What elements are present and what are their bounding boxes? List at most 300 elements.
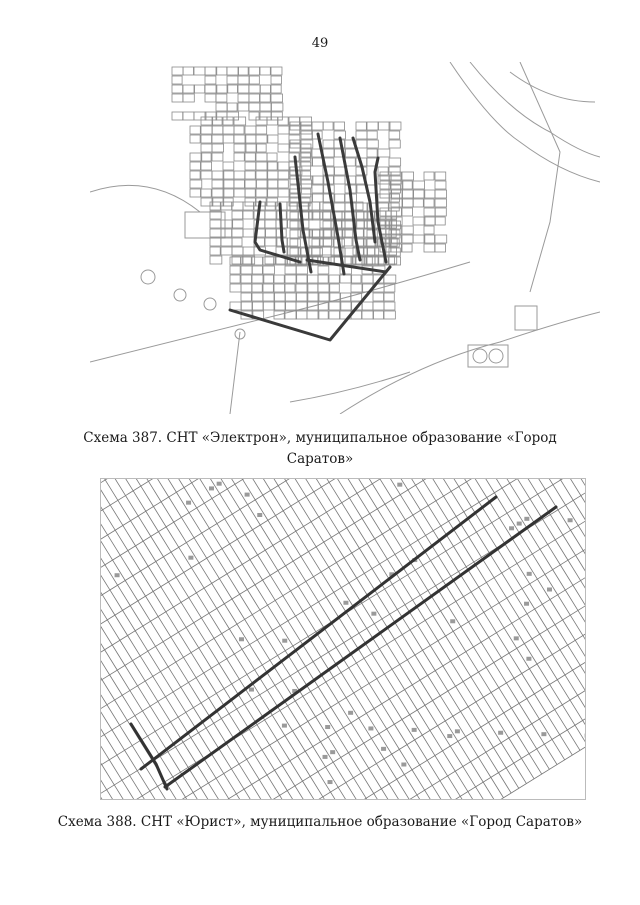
lot-line	[244, 789, 257, 800]
lot-line	[203, 758, 216, 778]
garden-plot	[260, 103, 271, 111]
garden-plot	[216, 67, 227, 75]
lot-line	[214, 723, 227, 743]
garden-plot	[201, 144, 212, 152]
lot-line	[361, 688, 374, 708]
lot-line	[576, 555, 586, 575]
garden-plot	[267, 153, 277, 161]
lot-line	[110, 590, 123, 610]
garden-plot	[227, 67, 239, 75]
lot-line	[207, 478, 220, 494]
lot-line	[257, 725, 270, 745]
lot-line	[141, 486, 154, 506]
lot-line	[229, 714, 242, 734]
lot-line	[524, 729, 537, 749]
garden-plot	[227, 76, 238, 84]
lot-line	[130, 691, 143, 711]
street-line	[100, 478, 586, 800]
garden-plot	[271, 67, 282, 75]
lot-line	[240, 594, 253, 614]
lot-line	[309, 478, 322, 487]
map-snt-yurist	[100, 478, 586, 800]
lot-line	[509, 568, 522, 588]
lot-line	[529, 754, 542, 774]
garden-plot	[172, 76, 182, 84]
lot-line	[450, 746, 463, 766]
lot-line	[163, 557, 176, 577]
lot-line	[193, 793, 206, 800]
lot-line	[263, 495, 276, 515]
lot-line	[532, 639, 545, 659]
lot-line	[440, 696, 453, 716]
garden-plot	[201, 117, 213, 125]
garden-plot	[334, 122, 345, 130]
lot-line	[100, 599, 107, 619]
garden-plot	[241, 284, 252, 292]
building	[115, 573, 120, 577]
lot-line	[439, 478, 452, 491]
lot-line	[329, 567, 342, 587]
lot-line	[204, 588, 217, 608]
garden-plot	[212, 135, 223, 143]
lot-line	[128, 636, 141, 656]
lot-line	[249, 729, 262, 749]
lot-line	[468, 707, 481, 727]
garden-plot	[245, 180, 256, 188]
lot-line	[225, 519, 238, 539]
lot-line	[199, 563, 212, 583]
lot-line	[120, 555, 133, 575]
lot-line	[323, 627, 336, 647]
lot-line	[425, 620, 438, 640]
garden-plot	[205, 67, 217, 75]
lot-line	[494, 578, 507, 598]
lot-line	[469, 622, 482, 642]
building	[217, 482, 222, 486]
lot-line	[166, 527, 179, 547]
garden-plot	[201, 171, 212, 179]
lot-line	[263, 580, 276, 600]
lot-line	[196, 593, 209, 613]
garden-plot	[318, 284, 330, 292]
lot-line	[341, 673, 354, 693]
lot-line	[126, 496, 139, 516]
lot-line	[168, 582, 181, 602]
terrain-line	[340, 312, 600, 414]
garden-plot	[435, 208, 446, 216]
lot-line	[288, 536, 301, 556]
building	[401, 763, 406, 767]
garden-plot	[318, 293, 330, 301]
lot-line	[230, 544, 243, 564]
lot-line	[481, 727, 494, 747]
garden-plot	[210, 220, 221, 228]
garden-plot	[318, 266, 329, 274]
lot-line	[537, 664, 550, 684]
lot-line	[435, 671, 448, 691]
lot-line	[369, 683, 382, 703]
garden-plot	[413, 190, 425, 198]
garden-plot	[241, 293, 251, 301]
lot-line	[496, 633, 509, 653]
lot-line	[484, 697, 497, 717]
garden-plot	[223, 117, 233, 125]
lot-line	[347, 528, 360, 548]
lot-line	[234, 739, 247, 759]
lot-line	[100, 540, 113, 560]
lot-line	[415, 570, 428, 590]
garden-plot	[221, 220, 233, 228]
lot-line	[461, 711, 474, 731]
lot-line	[501, 743, 514, 763]
lot-line	[137, 771, 150, 791]
lot-line	[326, 767, 339, 787]
building	[249, 688, 254, 692]
lot-line	[290, 761, 303, 781]
garden-plot	[232, 202, 243, 210]
lot-line	[410, 715, 423, 735]
lot-line	[321, 572, 334, 592]
lot-line	[545, 659, 558, 679]
garden-plot	[278, 171, 289, 179]
garden-plot	[201, 135, 212, 143]
lot-line	[446, 636, 459, 656]
lot-line	[372, 654, 385, 674]
lot-line	[451, 661, 464, 681]
garden-plot	[252, 302, 263, 310]
garden-plot	[260, 67, 270, 75]
lot-line	[357, 493, 370, 513]
lot-line	[459, 487, 472, 507]
lot-line	[102, 595, 115, 615]
lot-line	[324, 542, 337, 562]
garden-plot	[245, 162, 256, 170]
garden-plot	[190, 189, 201, 197]
lot-line	[415, 655, 428, 675]
garden-plot	[318, 311, 328, 319]
garden-plot	[223, 171, 234, 179]
lot-line	[100, 515, 108, 535]
garden-plot	[263, 284, 273, 292]
garden-plot	[241, 266, 252, 274]
garden-plot	[245, 171, 255, 179]
garden-plot	[271, 103, 283, 111]
lot-line	[428, 506, 441, 526]
lot-line	[281, 541, 294, 561]
lot-line	[141, 571, 154, 591]
garden-plot	[267, 117, 278, 125]
lot-line	[308, 552, 321, 572]
lot-line	[432, 785, 445, 800]
lot-line	[174, 522, 187, 542]
lot-line	[570, 700, 583, 720]
map-snt-elektron	[90, 62, 600, 414]
lot-line	[338, 787, 351, 800]
lot-line	[145, 766, 158, 786]
lot-line	[519, 703, 532, 723]
garden-plot	[373, 311, 383, 319]
lot-line	[291, 506, 304, 526]
lot-line	[562, 705, 575, 725]
lot-line	[471, 592, 484, 612]
garden-plot	[190, 171, 200, 179]
lot-line	[214, 553, 227, 573]
garden-plot	[249, 112, 259, 120]
lot-line	[100, 544, 105, 564]
lot-line	[489, 637, 502, 657]
lot-line	[580, 665, 586, 685]
garden-plot	[210, 247, 220, 255]
garden-plot	[216, 103, 227, 111]
lot-line	[331, 622, 344, 642]
garden-plot	[260, 112, 271, 120]
lot-line	[224, 774, 237, 794]
garden-plot	[263, 302, 275, 310]
lot-line	[547, 629, 560, 649]
garden-plot	[210, 256, 222, 264]
lot-line	[407, 660, 420, 680]
lot-line	[364, 658, 377, 678]
lot-line	[112, 730, 125, 750]
lot-line	[122, 695, 135, 715]
garden-plot	[274, 275, 284, 283]
lot-line	[420, 765, 433, 785]
lot-line	[188, 682, 201, 702]
garden-plot	[234, 171, 245, 179]
lot-line	[416, 485, 429, 505]
garden-plot	[413, 199, 423, 207]
garden-plot	[378, 122, 390, 130]
garden-plot	[271, 94, 283, 102]
lot-line	[468, 792, 481, 800]
lot-line	[301, 556, 314, 576]
lot-line	[514, 678, 527, 698]
lot-line	[258, 555, 271, 575]
route-line	[131, 724, 167, 789]
lot-line	[394, 724, 407, 744]
lot-line	[135, 631, 148, 651]
lot-line	[474, 647, 487, 667]
garden-plot	[323, 140, 334, 148]
lot-line	[521, 758, 534, 778]
tank	[489, 349, 503, 363]
lot-line	[349, 498, 362, 518]
garden-plot	[378, 203, 388, 211]
garden-plot	[243, 211, 253, 219]
garden-plot	[435, 172, 446, 180]
garden-plot	[340, 302, 352, 310]
lot-line	[255, 585, 268, 605]
lot-line	[405, 690, 418, 710]
garden-plot	[256, 135, 268, 143]
building	[245, 493, 250, 497]
garden-plot	[391, 208, 401, 216]
lot-line	[524, 644, 537, 664]
garden-plot	[267, 162, 277, 170]
lot-line	[201, 618, 214, 638]
lot-line	[273, 545, 286, 565]
lot-line	[478, 757, 491, 777]
lot-line	[446, 551, 459, 571]
road-outline	[90, 262, 470, 362]
garden-plot	[260, 85, 270, 93]
lot-line	[382, 704, 395, 724]
lot-line	[344, 558, 357, 578]
lot-line	[123, 525, 136, 545]
garden-plot	[232, 220, 243, 228]
garden-plot	[373, 293, 384, 301]
garden-plot	[307, 311, 319, 319]
garden-plot	[278, 162, 289, 170]
lot-line	[390, 529, 403, 549]
building	[585, 734, 586, 738]
lot-line	[398, 525, 411, 545]
lot-line	[404, 775, 417, 795]
lot-line	[115, 700, 128, 720]
lot-line	[222, 634, 235, 654]
lot-line	[535, 524, 548, 544]
lot-line	[232, 599, 245, 619]
lot-line	[397, 694, 410, 714]
lot-line	[100, 709, 112, 729]
lot-line	[484, 527, 497, 547]
lot-line	[121, 478, 134, 491]
lot-line	[428, 675, 441, 695]
lot-line	[448, 606, 461, 626]
garden-plot	[245, 135, 256, 143]
lot-line	[578, 695, 586, 715]
garden-plot	[230, 302, 241, 310]
lot-line	[539, 719, 552, 739]
lot-line	[563, 620, 576, 640]
lot-line	[296, 531, 309, 551]
lot-line	[384, 759, 397, 779]
lot-line	[173, 692, 186, 712]
garden-plot	[232, 229, 243, 237]
garden-plot	[190, 126, 200, 134]
garden-plot	[234, 135, 246, 143]
tank-box	[468, 345, 508, 367]
garden-plot	[221, 229, 232, 237]
lot-line	[184, 572, 197, 592]
lot-line	[505, 478, 518, 479]
lot-line	[425, 790, 438, 800]
garden-plot	[301, 131, 312, 139]
lot-line	[573, 500, 586, 520]
lot-line	[122, 780, 135, 800]
lot-line	[328, 737, 341, 757]
lot-line	[148, 651, 161, 671]
lot-line	[166, 697, 179, 717]
lot-line	[385, 504, 398, 524]
building	[412, 728, 417, 732]
lot-line	[113, 560, 126, 580]
garden-plot	[267, 180, 278, 188]
garden-plot	[194, 112, 206, 120]
garden-plot	[249, 76, 259, 84]
lot-line	[105, 650, 118, 670]
lot-line	[331, 792, 344, 800]
lot-line	[476, 702, 489, 722]
parcel	[515, 306, 537, 330]
lot-line	[237, 539, 250, 559]
lot-line	[132, 746, 145, 766]
lot-line	[117, 670, 130, 690]
street-line	[100, 478, 548, 506]
lot-line	[221, 719, 234, 739]
lot-line	[148, 481, 161, 501]
lot-line	[578, 610, 586, 630]
lot-line	[514, 763, 527, 783]
building	[455, 729, 460, 733]
lot-line	[130, 775, 143, 795]
lot-line	[166, 612, 179, 632]
garden-plot	[234, 189, 245, 197]
lot-line	[123, 610, 136, 630]
lot-line	[464, 597, 477, 617]
lot-line	[575, 725, 586, 745]
lot-line	[128, 478, 141, 486]
lot-line	[217, 608, 230, 628]
garden-plot	[435, 217, 445, 225]
lot-line	[333, 677, 346, 697]
lot-line	[367, 544, 380, 564]
lot-line	[471, 677, 484, 697]
garden-plot	[230, 266, 240, 274]
garden-plot	[285, 266, 296, 274]
lot-line	[494, 663, 507, 683]
lot-line	[156, 562, 169, 582]
lot-line	[369, 768, 382, 788]
lot-line	[552, 655, 565, 675]
lot-line	[433, 616, 446, 636]
lot-line	[202, 533, 215, 553]
lot-line	[341, 757, 354, 777]
lot-line	[517, 479, 530, 499]
garden-plot	[378, 149, 390, 157]
lot-line	[444, 496, 457, 516]
lot-line	[173, 607, 186, 627]
lot-line	[254, 755, 267, 775]
lot-line	[387, 729, 400, 749]
lot-line	[293, 731, 306, 751]
lot-line	[184, 488, 197, 508]
lot-line	[100, 485, 110, 505]
lot-line	[208, 783, 221, 800]
lot-line	[369, 599, 382, 619]
street-line	[100, 478, 561, 527]
lot-line	[454, 546, 467, 566]
garden-plot	[194, 67, 205, 75]
garden-plot	[424, 208, 435, 216]
building	[323, 755, 328, 759]
lot-line	[156, 478, 169, 497]
garden-plot	[172, 67, 183, 75]
garden-plot	[285, 293, 296, 301]
lot-line	[280, 710, 293, 730]
garden-plot	[232, 238, 242, 246]
street-line	[100, 478, 586, 800]
lot-line	[293, 561, 306, 581]
lot-line	[448, 691, 461, 711]
garden-plot	[278, 189, 289, 197]
lot-line	[181, 687, 194, 707]
building	[381, 747, 386, 751]
garden-plot	[241, 275, 252, 283]
lot-line	[104, 735, 117, 755]
lot-line	[431, 478, 444, 496]
lot-line	[427, 760, 440, 780]
